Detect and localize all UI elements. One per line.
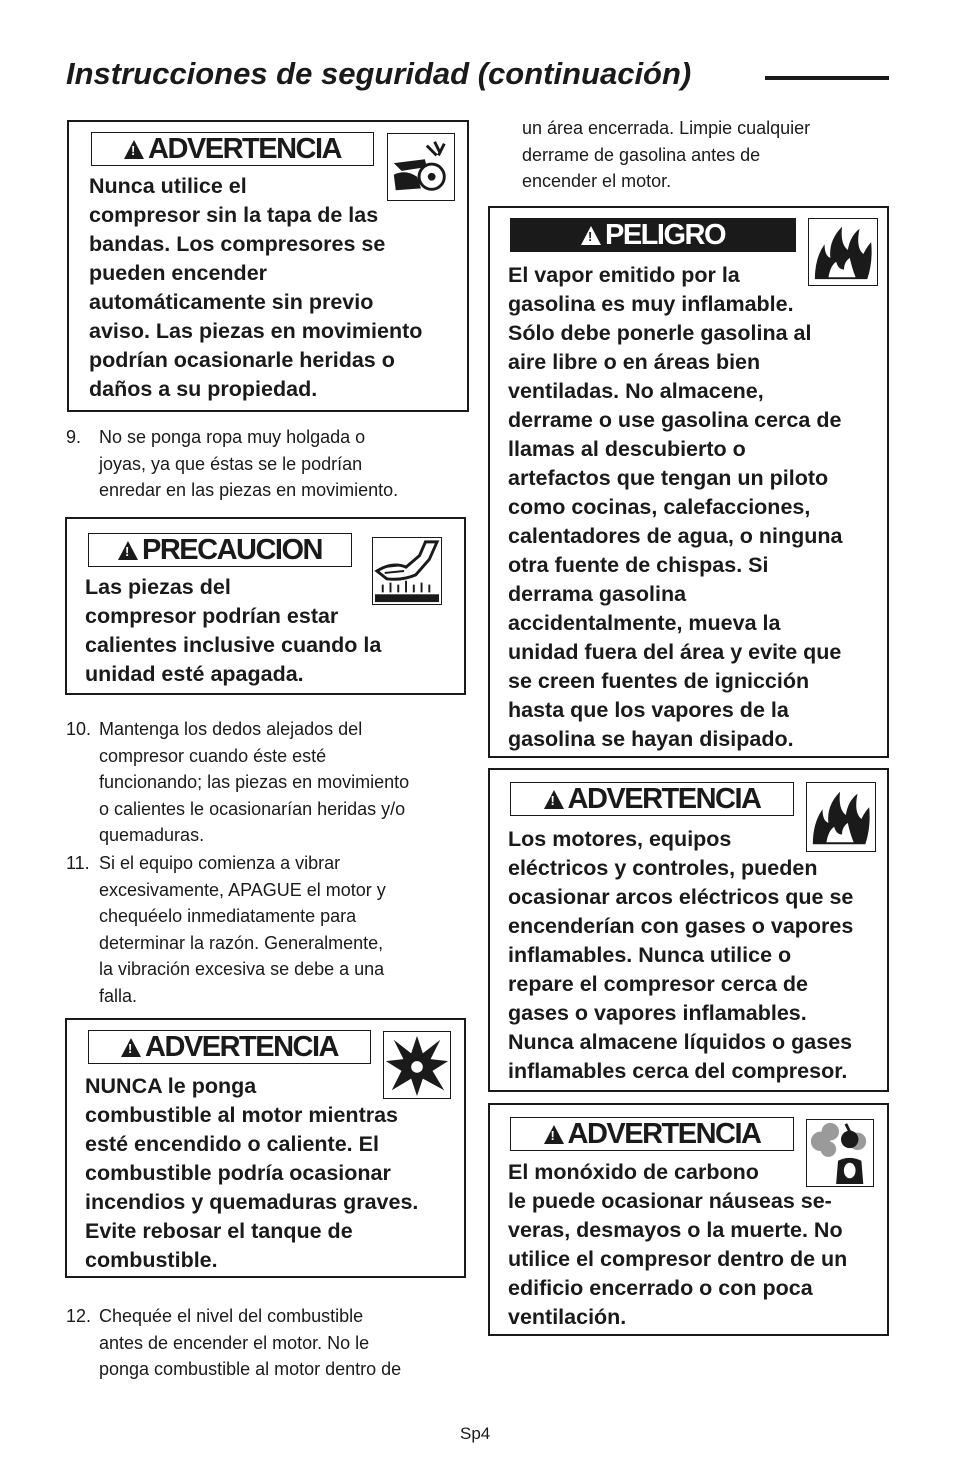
alert-triangle-icon [544, 790, 564, 809]
signal-word-label: ! ADVERTENCIA [510, 782, 794, 816]
alert-triangle-icon [544, 1125, 564, 1144]
list-item: 12. Chequée el nivel del combustible antes de encender el motor. No le ponga combustible al motor dentro de [66, 1306, 402, 1379]
alert-triangle-icon [118, 541, 138, 560]
page-title: Instrucciones de seguridad (continuación) [66, 56, 692, 91]
signal-word-label: ! PRECAUCION [88, 533, 352, 567]
signal-word-label: ! ADVERTENCIA [88, 1030, 371, 1064]
page-number: Sp4 [460, 1424, 491, 1443]
warning-text: Los motores, equipos eléctricos y controles, pueden ocasionar arcos eléctricos que se encenderían con gases o vapores inflamables. Nunca utilice o repare el compresor cerca de gases o vapores inflamables. Nunca almacene líquidos o gases inflamables cerca del compresor. [508, 827, 854, 1083]
warning-box-refueling [65, 1018, 466, 1278]
alert-triangle-icon [124, 140, 144, 159]
list-item: 10. Mantenga los dedos alejados del compresor cuando éste esté funcionando; las piezas en movimiento o calientes le ocasionarían heridas y/o quemaduras. [66, 719, 410, 845]
signal-word-label: ! PELIGRO [510, 218, 796, 252]
alert-triangle-icon [581, 226, 601, 245]
title-rule [765, 76, 889, 80]
warning-box-flammable-vapors [488, 768, 889, 1092]
list-item: 9. No se ponga ropa muy holgada o joyas, ya que éstas se le podrían enredar en las piezas en movimiento. [66, 427, 399, 500]
warning-text: Nunca utilice el compresor sin la tapa de las bandas. Los compresores se pueden encender automáticamente sin previo aviso. Las piezas en movimiento podrían ocasionarle heridas o daños a su propiedad. [89, 174, 423, 401]
list-item-continued: un área encerrada. Limpie cualquier derrame de gasolina antes de encender el motor. [522, 118, 811, 191]
caution-text: Las piezas del compresor podrían estar calientes inclusive cuando la unidad esté apagada. [85, 575, 382, 686]
signal-word-label: ! ADVERTENCIA [510, 1117, 794, 1151]
list-item: 11. Si el equipo comienza a vibrar excesivamente, APAGUE el motor y chequéelo inmediatamente para determinar la razón. Generalmente, la vibración excesiva se debe a una falla. [66, 853, 386, 1006]
warning-box-belt-guard [67, 120, 469, 412]
danger-text: El vapor emitido por la gasolina es muy inflamable. Sólo debe ponerle gasolina al aire libre o en áreas bien ventiladas. No almacene, derrame o use gasolina cerca de llamas al descubierto o artefactos que tengan un piloto como cocinas, calefacciones, calentadores de agua, o ninguna otra fuente de chispas. Si derrama gasolina accidentalmente, mueva la unidad fuera del área y evite que se creen fuentes de ignicción hasta que los vapores de la gasolina se hayan disipado. [508, 263, 843, 751]
caution-box-hot-parts [65, 517, 466, 695]
alert-triangle-icon [121, 1038, 141, 1057]
warning-box-carbon-monoxide [488, 1103, 889, 1336]
signal-word-label: ! ADVERTENCIA [91, 132, 374, 166]
danger-box-gasoline [488, 206, 889, 758]
warning-text: El monóxido de carbono le puede ocasionar náuseas se- veras, desmayos o la muerte. No utilice el compresor dentro de un edificio encerrado o con poca ventilación. [508, 1160, 848, 1329]
warning-text: NUNCA le ponga combustible al motor mientras esté encendido o caliente. El combustible podría ocasionar incendios y quemaduras graves. Evite rebosar el tanque de combustible. [85, 1074, 419, 1272]
